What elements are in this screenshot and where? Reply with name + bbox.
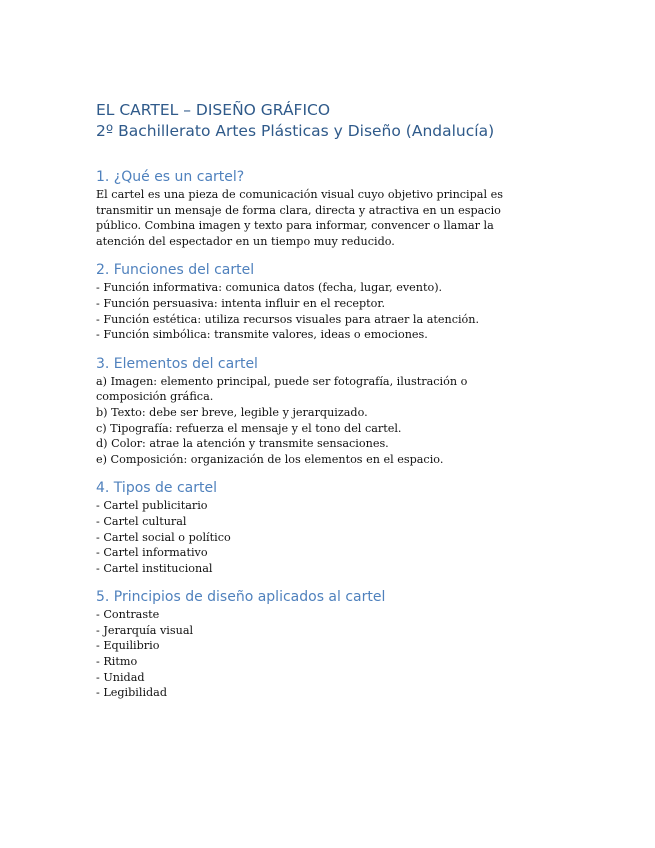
list-item: - Equilibrio [96, 639, 160, 653]
list-item: - Contraste [96, 608, 160, 622]
principles-list [96, 607, 566, 701]
paragraph-line: transmitir un mensaje de forma clara, directa y atractiva en un espacio [96, 203, 501, 217]
list-item: - Cartel cultural [96, 514, 187, 528]
list-item: composición gráfica. [96, 390, 214, 404]
list-item: e) Composición: organización de los elementos en el espacio. [96, 452, 444, 466]
title-line-1: EL CARTEL – DISEÑO GRÁFICO [96, 101, 331, 119]
elements-list [96, 374, 566, 468]
section-types [96, 479, 566, 576]
list-item: - Función informativa: comunica datos (fecha, lugar, evento). [96, 281, 443, 295]
section-heading: 2. Funciones del cartel [96, 262, 255, 279]
list-item: - Cartel informativo [96, 546, 208, 560]
list-item: - Cartel social o político [96, 530, 231, 544]
section-heading: 1. ¿Qué es un cartel? [96, 169, 245, 185]
paragraph-line: atención del espectador en un tiempo muy reducido. [96, 234, 395, 248]
list-item: c) Tipografía: refuerza el mensaje y el tono del cartel. [96, 421, 402, 435]
list-item: - Jerarquía visual [96, 623, 194, 637]
list-item: b) Texto: debe ser breve, legible y jerarquizado. [96, 405, 368, 419]
list-item: - Unidad [96, 670, 145, 684]
section-design-principles [96, 588, 566, 701]
paragraph-line: público. Combina imagen y texto para informar, convencer o llamar la [96, 219, 494, 233]
list-item: - Función persuasiva: intenta influir en el receptor. [96, 296, 386, 310]
section-elements [96, 355, 566, 468]
document-title [96, 100, 566, 142]
list-item: d) Color: atrae la atención y transmite sensaciones. [96, 437, 389, 451]
section-heading: 3. Elementos del cartel [96, 355, 258, 372]
list-item: - Legibilidad [96, 686, 168, 700]
paragraph-line: El cartel es una pieza de comunicación visual cuyo objetivo principal es [96, 188, 503, 201]
list-item: - Ritmo [96, 655, 138, 669]
section-what-is-a-poster [96, 168, 566, 249]
title-line-2: 2º Bachillerato Artes Plásticas y Diseño (Andalucía) [96, 122, 495, 140]
list-item: a) Imagen: elemento principal, puede ser fotografía, ilustración o [96, 374, 468, 388]
list-item: - Cartel publicitario [96, 499, 208, 513]
list-item: - Función simbólica: transmite valores, ideas o emociones. [96, 328, 428, 342]
document-page [96, 100, 566, 701]
section-heading: 4. Tipos de cartel [96, 480, 217, 497]
list-item: - Función estética: utiliza recursos visuales para atraer la atención. [96, 312, 480, 326]
functions-list [96, 280, 566, 342]
types-list [96, 498, 566, 576]
section-functions [96, 261, 566, 342]
list-item: - Cartel institucional [96, 561, 213, 575]
section-heading: 5. Principios de diseño aplicados al cartel [96, 589, 386, 606]
